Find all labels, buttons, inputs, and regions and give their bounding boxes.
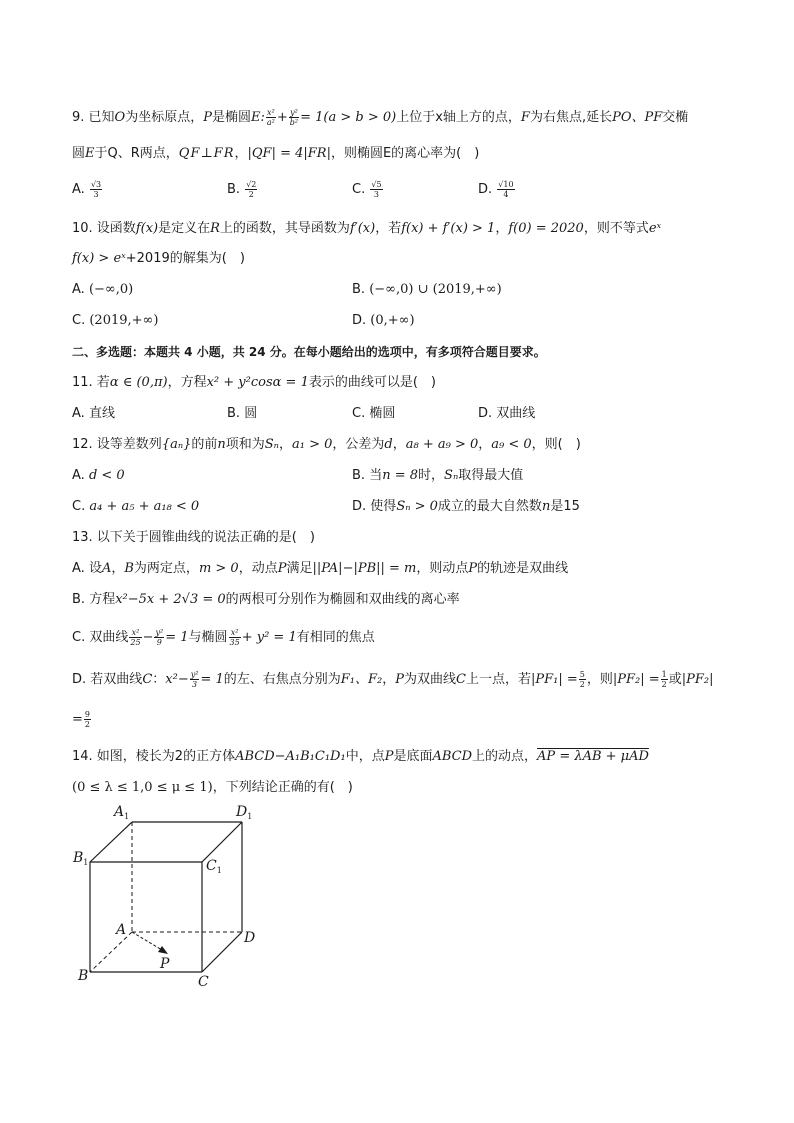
q9-line1: 9. 已知O为坐标原点，P是椭圆E: $\frac{\text{x²}}{\text{a²}}$ + $\frac{\text{y²}}{\text{b²}}$ = 1(a > b > 0)上位于x轴上方的点，F为右焦点,延长PO、PF交椭 <box>72 108 689 127</box>
q9-text: 是椭圆 <box>211 110 251 125</box>
q9-text: 9. 已知 <box>72 110 115 125</box>
q9-text: ， <box>234 146 248 161</box>
edge-d1c1 <box>202 822 242 862</box>
q11-option-b[interactable]: B. 圆 <box>227 406 258 421</box>
q9-math: P <box>203 110 212 125</box>
q9-math: F <box>520 110 530 125</box>
q10-line2: f(x) > eˣ+2019的解集为( ) <box>72 251 245 266</box>
q9-option-c[interactable]: C. $\frac{√5}{3}$ <box>352 180 382 199</box>
q9-text: 上位于x轴上方的点， <box>396 110 521 125</box>
edge-a1b1 <box>90 822 132 862</box>
q13-option-b[interactable]: B. 方程x²−5x + 2√3 = 0的两根可分别作为椭圆和双曲线的离心率 <box>72 592 460 607</box>
q10-option-b[interactable]: B. (−∞,0) ∪ (2019,+∞) <box>352 282 502 297</box>
edge-cd <box>202 932 242 972</box>
q12-option-c[interactable]: C. a₄ + a₅ + a₁₈ < 0 <box>72 499 200 514</box>
q9-math: QF⊥FR <box>178 146 235 161</box>
arrow-head-icon <box>158 946 168 954</box>
q9-math: E: <box>251 110 265 125</box>
q11-option-c[interactable]: C. 椭圆 <box>352 406 396 421</box>
q14-stem: 14. 如图，棱长为2的正方体ABCD−A₁B₁C₁D₁中，点P是底面ABCD上的动点，AP = λAB + μAD <box>72 749 649 764</box>
q10-line1: 10. 设函数f(x)是定义在R上的函数，其导函数为f′(x)，若f(x) + f′(x) > 1，f(0) = 2020，则不等式eˣ <box>72 221 662 236</box>
q9-text: 圆 <box>72 146 86 161</box>
vector-ap <box>132 932 162 950</box>
q9-math: = 1(a > b > 0) <box>300 110 397 125</box>
q9-math: PO、PF <box>612 110 663 125</box>
q13-option-c[interactable]: C. 双曲线 $\frac{\text{x²}}{25}$ − $\frac{\text{y²}}{9}$ = 1与椭圆 $\frac{\text{x²}}{35}$ + y² = 1有相同的焦点 <box>72 628 375 647</box>
q9-math: |QF| = 4|FR| <box>247 146 331 161</box>
q9-text: 于Q、R两点， <box>94 146 179 161</box>
q9-option-d[interactable]: D. $\frac{√10}{4}$ <box>478 180 514 199</box>
q12-option-b[interactable]: B. 当n = 8时，Sₙ取得最大值 <box>352 468 524 483</box>
label-c1: $C_1$ <box>206 858 222 875</box>
label-d1: $D_1$ <box>236 804 253 821</box>
q9-text: 交椭 <box>662 110 689 125</box>
q13-option-a[interactable]: A. 设A，B为两定点，m > 0，动点P满足||PA|−|PB|| = m，则动点P的轨迹是双曲线 <box>72 561 569 576</box>
cube-figure <box>70 800 270 1000</box>
section-heading: 二、多选题：本题共 4 小题，共 24 分。在每小题给出的选项中，有多项符合题目要求。 <box>72 345 546 359</box>
q11-stem: 11. 若α ∈ (0,π)，方程x² + y²cosα = 1表示的曲线可以是( ) <box>72 375 436 390</box>
q10-option-a[interactable]: A. (−∞,0) <box>72 282 134 297</box>
label-c: C <box>198 974 209 990</box>
q12-option-a[interactable]: A. d < 0 <box>72 468 125 483</box>
label-a1: $A_1$ <box>114 804 130 821</box>
label-d: D <box>244 930 256 946</box>
q11-option-a[interactable]: A. 直线 <box>72 406 115 421</box>
q9-frac-y: $\frac{\text{y²}}{\text{b²}}$ <box>289 108 299 127</box>
label-a: A <box>116 922 127 938</box>
q9-option-a[interactable]: A. $\frac{√3}{3}$ <box>72 180 102 199</box>
q13-option-d[interactable]: D. 若双曲线C：x²− $\frac{\text{y²}}{3}$ = 1的左、右焦点分别为F₁、F₂，P为双曲线C上一点，若|PF₁| = $\frac{5}{2}$ ，则|PF₂| = $\frac{1}{2}$ 或|PF₂| <box>72 670 714 689</box>
label-p: P <box>160 956 170 972</box>
q9-text: ，则椭圆E的离心率为( ) <box>330 146 480 161</box>
q12-stem: 12. 设等差数列{aₙ}的前n项和为Sₙ，a₁ > 0，公差为d，a₈ + a₉ > 0，a₉ < 0，则( ) <box>72 437 581 452</box>
q9-math: O <box>114 110 126 125</box>
q9-text: 为右焦点,延长 <box>529 110 613 125</box>
q13-option-d-cont: = $\frac{9}{2}$ <box>72 710 90 729</box>
edge-ab <box>90 932 132 972</box>
q13-stem: 13. 以下关于圆锥曲线的说法正确的是( ) <box>72 530 315 545</box>
q9-line2 <box>72 145 479 163</box>
q14-stem-line2: (0 ≤ λ ≤ 1,0 ≤ μ ≤ 1)，下列结论正确的有( ) <box>72 780 353 795</box>
label-b1: $B_1$ <box>73 850 89 867</box>
q9-text: 为坐标原点， <box>125 110 204 125</box>
q11-option-d[interactable]: D. 双曲线 <box>478 406 536 421</box>
q9-math: E <box>85 146 95 161</box>
label-b: B <box>78 968 89 984</box>
q12-option-d[interactable]: D. 使得Sₙ > 0成立的最大自然数n是15 <box>352 499 580 514</box>
q9-frac-x: $\frac{\text{x²}}{\text{a²}}$ <box>266 108 275 127</box>
q10-option-d[interactable]: D. (0,+∞) <box>352 313 415 328</box>
q10-option-c[interactable]: C. (2019,+∞) <box>72 313 159 328</box>
q9-option-b[interactable]: B. $\frac{√2}{2}$ <box>227 180 257 199</box>
